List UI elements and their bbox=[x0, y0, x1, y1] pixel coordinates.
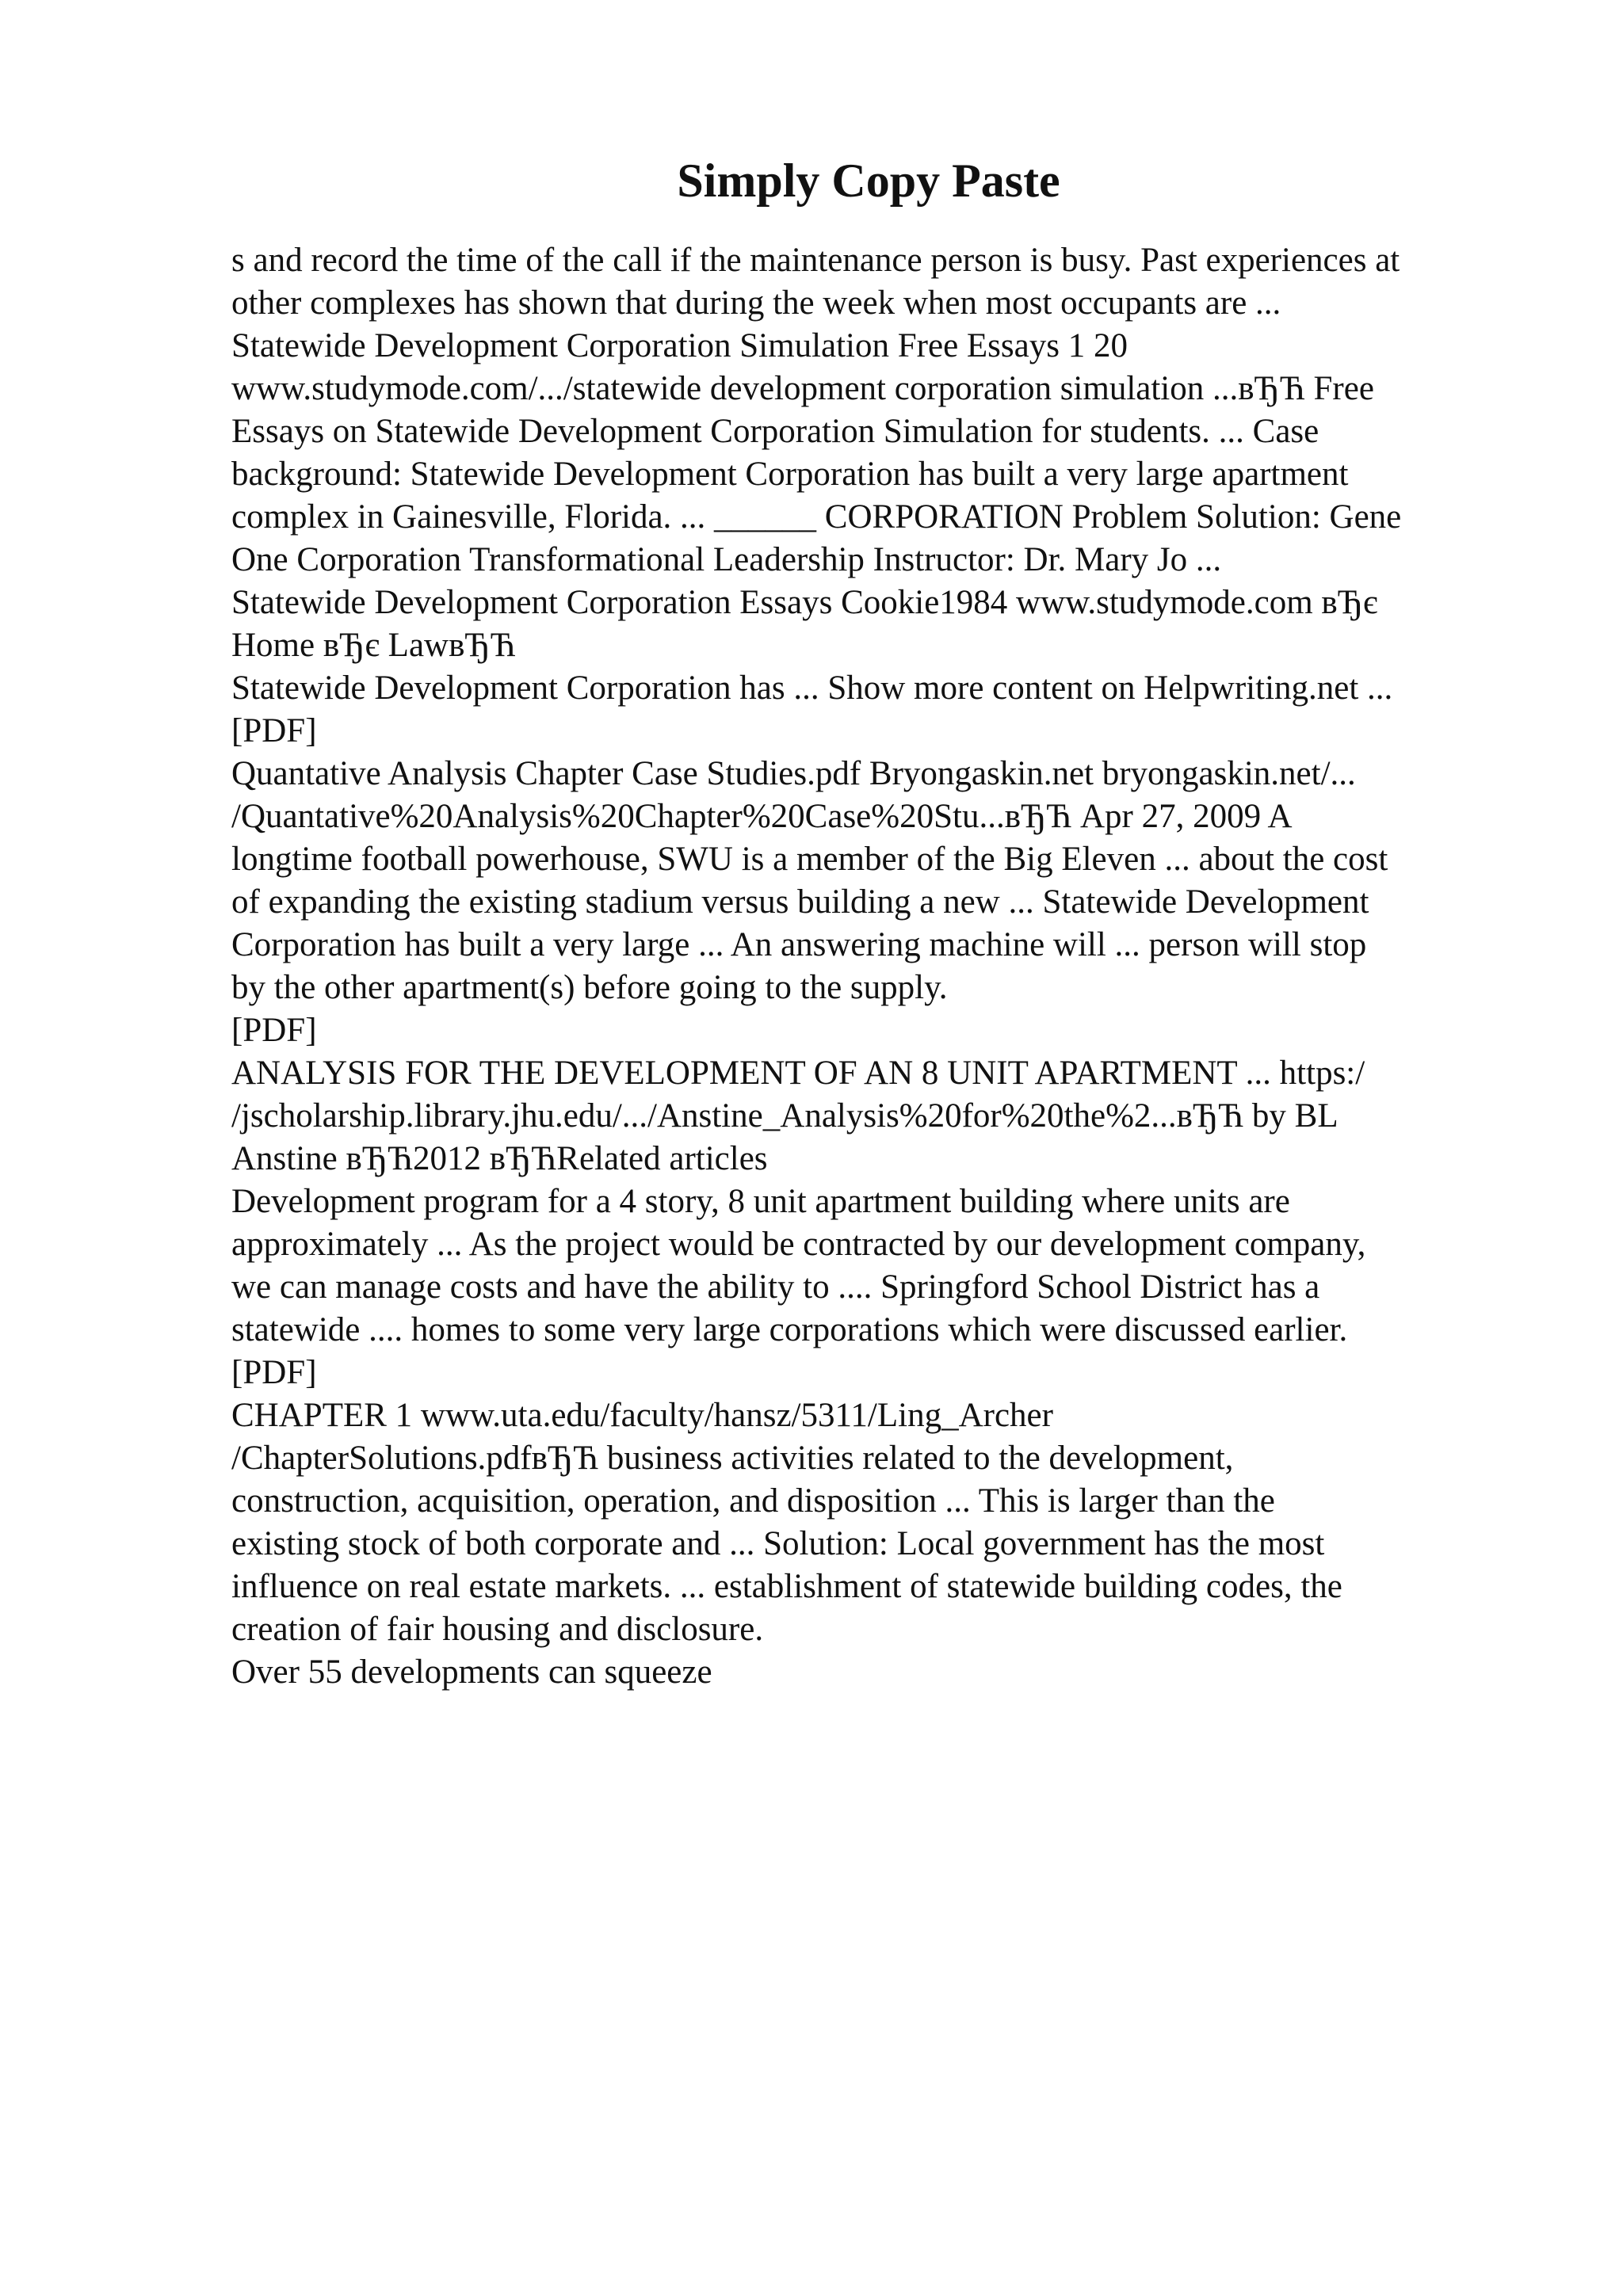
text-line: CHAPTER 1 www.uta.edu/faculty/hansz/5311/Ling_Archer bbox=[231, 1397, 1053, 1434]
pdf-label: [PDF] bbox=[231, 1012, 317, 1049]
text-line: www.studymode.com/.../statewide development corporation simulation ...вЂЋ Free bbox=[231, 370, 1374, 407]
text-line: we can manage costs and have the ability to .... Springford School District has a bbox=[231, 1268, 1320, 1306]
text-line: Development program for a 4 story, 8 unit apartment building where units are bbox=[231, 1183, 1290, 1220]
pdf-label: [PDF] bbox=[231, 712, 317, 749]
text-line: Corporation has built a very large ... An answering machine will ... person will stop bbox=[231, 926, 1367, 963]
text-line: /jscholarship.library.jhu.edu/.../Anstine_Analysis%20for%20the%2...вЂЋ by BL bbox=[231, 1097, 1338, 1135]
text-line: by the other apartment(s) before going to the supply. bbox=[231, 969, 948, 1006]
text-line: Quantative Analysis Chapter Case Studies.pdf Bryongaskin.net bryongaskin.net/... bbox=[231, 755, 1356, 792]
text-line: ANALYSIS FOR THE DEVELOPMENT OF AN 8 UNIT APARTMENT ... https:/ bbox=[231, 1055, 1365, 1092]
text-line: s and record the time of the call if the maintenance person is busy. Past experiences at bbox=[231, 242, 1400, 279]
text-line: longtime football powerhouse, SWU is a member of the Big Eleven ... about the cost bbox=[231, 841, 1388, 878]
page-title: Simply Copy Paste bbox=[677, 154, 1060, 207]
text-line: approximately ... As the project would be contracted by our development company, bbox=[231, 1226, 1366, 1263]
text-line: One Corporation Transformational Leadership Instructor: Dr. Mary Jo ... bbox=[231, 541, 1222, 578]
text-line: Essays on Statewide Development Corporation Simulation for students. ... Case bbox=[231, 413, 1319, 450]
text-line: construction, acquisition, operation, and disposition ... This is larger than the bbox=[231, 1482, 1275, 1520]
text-line: Statewide Development Corporation Essays Cookie1984 www.studymode.com вЂє bbox=[231, 584, 1378, 621]
text-line: creation of fair housing and disclosure. bbox=[231, 1611, 764, 1648]
text-line: existing stock of both corporate and ... Solution: Local government has the most bbox=[231, 1525, 1325, 1562]
text-line: of expanding the existing stadium versus building a new ... Statewide Development bbox=[231, 883, 1369, 921]
text-line: /Quantative%20Analysis%20Chapter%20Case%20Stu...вЂЋ Apr 27, 2009 A bbox=[231, 798, 1293, 835]
pdf-label: [PDF] bbox=[231, 1354, 317, 1391]
text-line: /ChapterSolutions.pdfвЂЋ business activities related to the development, bbox=[231, 1440, 1234, 1477]
text-line: influence on real estate markets. ... establishment of statewide building codes, the bbox=[231, 1568, 1342, 1605]
text-line: statewide .... homes to some very large corporations which were discussed earlier. bbox=[231, 1311, 1348, 1348]
text-line: background: Statewide Development Corporation has built a very large apartment bbox=[231, 456, 1349, 493]
text-line: Statewide Development Corporation has ... Show more content on Helpwriting.net ... bbox=[231, 669, 1393, 707]
text-line: Over 55 developments can squeeze bbox=[231, 1653, 712, 1691]
text-line: other complexes has shown that during the week when most occupants are ... bbox=[231, 284, 1281, 322]
document-body bbox=[231, 239, 1547, 1694]
text-line: complex in Gainesville, Florida. ... ______ CORPORATION Problem Solution: Gene bbox=[231, 498, 1402, 536]
text-line: Anstine вЂЋ2012 вЂЋRelated articles bbox=[231, 1140, 768, 1177]
text-line: Home вЂє LawвЂЋ bbox=[231, 627, 516, 664]
text-line: Statewide Development Corporation Simulation Free Essays 1 20 bbox=[231, 327, 1128, 364]
